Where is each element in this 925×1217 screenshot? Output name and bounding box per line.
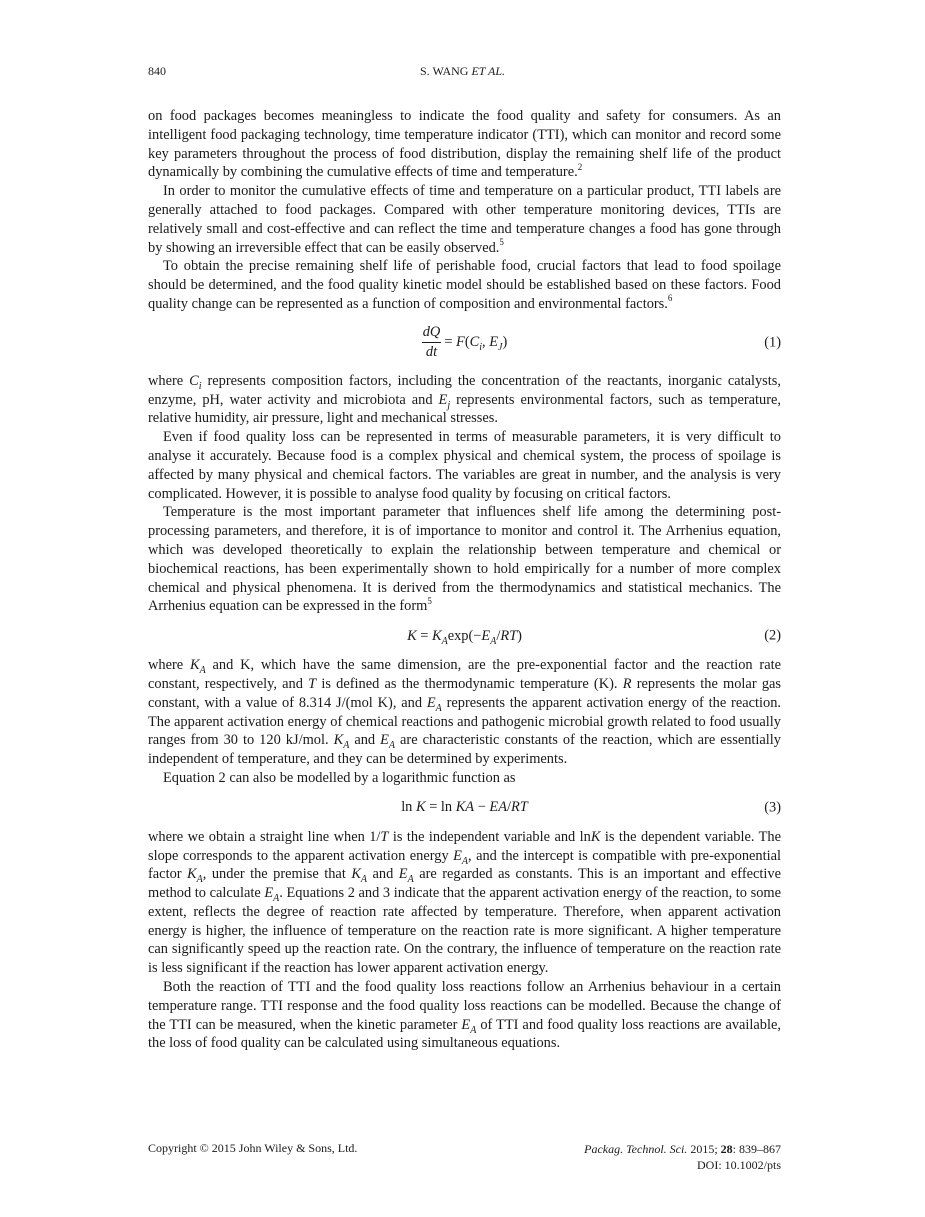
running-title: S. WANG ET AL. <box>419 64 506 78</box>
equation-3: ln K = ln KA − EA/RT (3) <box>401 799 781 816</box>
citation-ref: 6 <box>667 293 673 304</box>
paragraph-5: Even if food quality loss can be represented in terms of measurable parameters, it is very difficult to analyse it accurately. Because food is a complex physical and chemical system, the process of spoilage is affected by many physical and chemical factors. The variables are great in number, and the analysis is very complicated. However, it is possible to analyse food quality by focusing on critical factors. <box>148 429 781 502</box>
paragraph-8: Equation 2 can also be modelled by a logarithmic function as <box>163 769 516 786</box>
equation-number: (3) <box>764 799 781 816</box>
paragraph-3: To obtain the precise remaining shelf life of perishable food, crucial factors that lead to food spoilage should be determined, and the food quality kinetic model should be established based on these factors. Food quality change can be represented as a function of composition and environmental factors.$^6$ <box>148 258 781 312</box>
equation-1: $\frac{dQ}{dt}$ = $F(C_i$, $E_J$) (1) <box>422 324 781 361</box>
fraction-dq-dt: $\frac{dQ}{dt}$ <box>422 324 441 361</box>
paragraph-6: Temperature is the most important parameter that influences shelf life among the determining post-processing parameters, and therefore, it is of importance to monitor and control it. The Arrhenius equation, which was developed theoretically to explain the relationship between temperature and chemical or biochemical reactions, has been experimentally shown to hold empirically for a number of more complex chemical and physical phenomena. It is derived from the thermodynamics and statistical mechanics. The Arrhenius equation can be expressed in the form$^5$ <box>148 504 781 615</box>
paragraph-4: where $C_i$ represents composition factors, including the concentration of the reactants, inorganic catalysts, enzyme, pH, water activity and microbiota and $E_j$ represents environmental factors, such as temperature, relative humidity, air pressure, light and mechanical stresses. <box>148 372 782 427</box>
equation-number: (1) <box>764 334 781 351</box>
paragraph-1: on food packages becomes meaningless to indicate the food quality and safety for consumers. As an intelligent food packaging technology, time temperature indicator (TTI), which can monitor and record some key parameters throughout the process of food distribution, display the remaining shelf life of the product dynamically by combining the cumulative effects of time and temperature.$^2$ <box>148 108 781 181</box>
page-number: 840 <box>148 64 166 78</box>
doi: DOI: 10.1002/pts <box>697 1158 781 1172</box>
paragraph-7: where $K_A$ and K, which have the same dimension, are the pre-exponential factor and the reaction rate constant, respectively, and T is defined as the thermodynamic temperature (K). R represents the molar gas constant, with a value of 8.314 J/(mol K), and $E_A$ represents the apparent activation energy of the reaction. The apparent activation energy of chemical reactions and pathogenic microbial growth related to food usually ranges from 30 to 120 kJ/mol. $K_A$ and $E_A$ are characteristic constants of the reaction, which are essentially independent of temperature, and they can be determined by experiments. <box>148 657 782 768</box>
citation-ref: 5 <box>499 236 504 247</box>
citation-ref: 2 <box>577 161 583 172</box>
paragraph-2: In order to monitor the cumulative effects of time and temperature on a particular product, TTI labels are generally attached to food packages. Compared with other temperature monitoring devices, TTIs are relatively small and cost-effective and can reflect the time and temperature changes a food has gone through by showing an irreversible effect that can be easily observed.$^5$ <box>148 183 781 256</box>
citation-footer: Packag. Technol. Sci. 2015; 28: 839–867 DOI: 10.1002/pts <box>584 1142 781 1172</box>
copyright-notice: Copyright © 2015 John Wiley & Sons, Ltd. <box>148 1141 358 1155</box>
equation-2: $K = K_A\exp(-E_A/RT)$ (2) <box>407 627 781 647</box>
paragraph-9: where we obtain a straight line when 1/T is the independent variable and lnK is the dependent variable. The slope corresponds to the apparent activation energy $E_A$, and the intercept is compatible with pre-exponential factor $K_A$, under the premise that $K_A$ and $E_A$ are regarded as constants. This is an important and effective method to calculate $E_A$. Equations 2 and 3 indicate that the apparent activation energy of the reaction, to some extent, reflects the degree of reaction rate affected by temperature. Therefore, when apparent activation energy is higher, the influence of temperature on the reaction rate is more significant. A higher temperature can significantly speed up the reaction rate. On the contrary, the influence of temperature on the reaction rate is less significant if the reaction has lower apparent activation energy. <box>148 828 781 977</box>
equation-number: (2) <box>764 627 781 644</box>
volume: 28 <box>720 1142 733 1156</box>
citation-ref: 5 <box>427 595 432 606</box>
journal-name: Packag. Technol. Sci. <box>584 1142 688 1156</box>
article-body <box>148 107 781 1053</box>
paragraph-10: Both the reaction of TTI and the food quality loss reactions follow an Arrhenius behaviour in a certain temperature range. TTI response and the food quality loss reactions can be modelled. Because the change of the TTI can be measured, when the kinetic parameter $E_A$ of TTI and food quality loss reactions are available, the loss of food quality can be calculated using simultaneous equations. <box>148 979 781 1052</box>
